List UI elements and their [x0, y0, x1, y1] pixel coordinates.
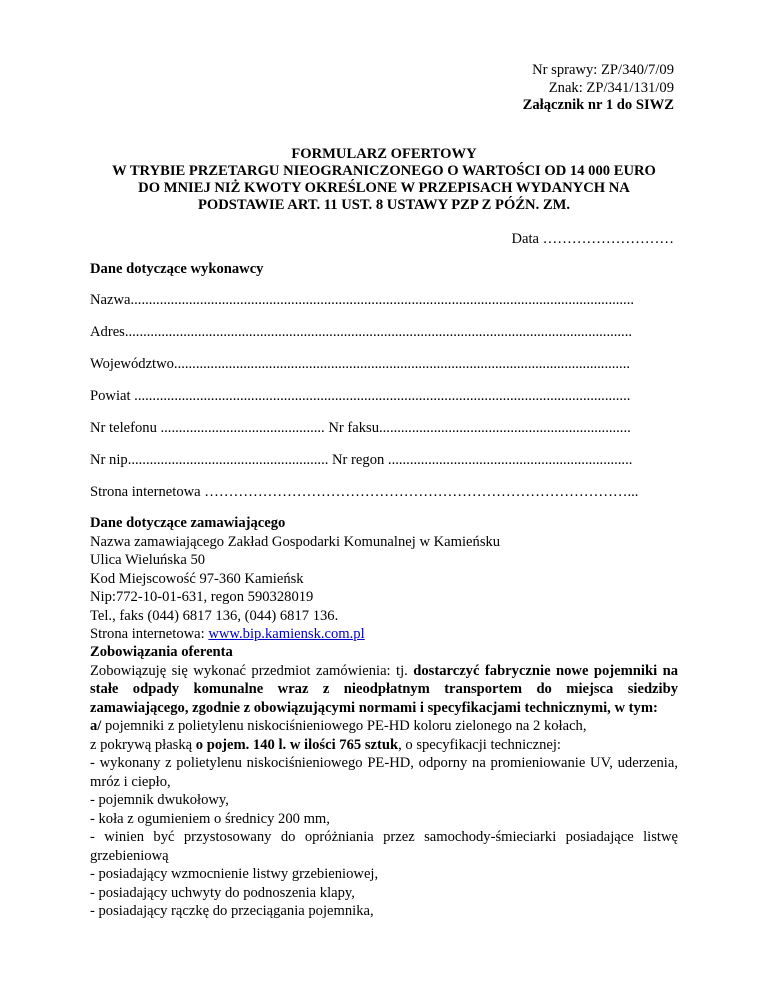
spec-line: - wykonany z polietylenu niskociśnieniowego PE-HD, odporny na promieniowanie UV, uderzenia, mróz i ciepło, — [90, 755, 678, 790]
orderer-website-label: Strona internetowa: — [90, 626, 209, 642]
contractor-address-field: Adres........................................................................................................................................... — [90, 324, 632, 340]
contractor-heading: Dane dotyczące wykonawcy — [90, 261, 264, 277]
spec-line: - pojemnik dwukołowy, — [90, 792, 229, 808]
contractor-voivodeship-field: Województwo............................................................................................................................. — [90, 356, 630, 372]
item-a-capacity — [90, 736, 678, 755]
orderer-website-link[interactable]: www.bip.kamiensk.com.pl — [208, 626, 365, 642]
obligations-intro-text: Zobowiązuję się wykonać przedmiot zamówienia: tj. — [90, 662, 414, 679]
item-a — [90, 717, 678, 736]
orderer-line: Ulica Wieluńska 50 — [90, 552, 206, 568]
item-a-capacity-tail: , o specyfikacji technicznej: — [398, 736, 561, 753]
contractor-phone-fax-field: Nr telefonu ............................................. Nr faksu..................................................................... — [90, 420, 631, 436]
orderer-heading: Dane dotyczące zamawiającego — [90, 515, 286, 531]
contractor-website-field: Strona internetowa ……………………………………………………………………………... — [90, 484, 639, 500]
case-number: Nr sprawy: ZP/340/7/09 — [532, 62, 674, 78]
document-header — [523, 62, 674, 115]
title-line: W TRYBIE PRZETARGU NIEOGRANICZONEGO O WARTOŚCI OD 14 000 EURO — [112, 163, 656, 179]
orderer-line: Nazwa zamawiającego Zakład Gospodarki Komunalnej w Kamieńsku — [90, 533, 501, 550]
contractor-name-field: Nazwa.......................................................................................................................................... — [90, 292, 634, 308]
form-title — [0, 146, 768, 214]
orderer-line: Nip:772-10-01-631, regon 590328019 — [90, 589, 314, 605]
contractor-nip-regon-field: Nr nip....................................................... Nr regon ................................................................... — [90, 452, 633, 468]
spec-line: - koła z ogumieniem o średnicy 200 mm, — [90, 810, 330, 827]
sign-number: Znak: ZP/341/131/09 — [548, 79, 674, 96]
title-line: PODSTAWIE ART. 11 UST. 8 USTAWY PZP Z PÓŹN. ZM. — [197, 197, 571, 213]
orderer-line: Kod Miejscowość 97-360 Kamieńsk — [90, 570, 304, 587]
title-line: FORMULARZ OFERTOWY — [291, 146, 477, 162]
attachment-label: Załącznik nr 1 do SIWZ — [522, 97, 674, 113]
spec-line: - posiadający wzmocnienie listwy grzebieniowej, — [90, 866, 379, 882]
orderer-website — [90, 625, 678, 644]
spec-line: - posiadający rączkę do przeciągania pojemnika, — [90, 903, 374, 919]
item-a-text: pojemniki z polietylenu niskociśnieniowego PE-HD koloru zielonego na 2 kołach, — [101, 718, 587, 734]
contractor-county-field: Powiat ........................................................................................................................................ — [90, 388, 631, 404]
orderer-section — [90, 514, 678, 644]
obligations-heading: Zobowiązania oferenta — [90, 644, 233, 660]
spec-line: - posiadający uchwyty do podnoszenia klapy, — [90, 884, 355, 901]
orderer-line: Tel., faks (044) 6817 136, (044) 6817 136. — [90, 607, 339, 624]
obligations-intro-bold: dostarczyć fabrycznie nowe pojemniki na stałe odpady komunalne wraz z nieodpłatnym transportem do miejsca siedziby zamawiającego, zgodnie z obowiązującymi normami i specyfikacjami technicznymi, w tym: — [90, 662, 679, 716]
obligations-section — [90, 643, 678, 921]
obligations-intro — [90, 662, 678, 718]
item-a-capacity-bold: o pojem. 140 l. w ilości 765 sztuk — [195, 736, 399, 753]
title-line: DO MNIEJ NIŻ KWOTY OKREŚLONE W PRZEPISACH WYDANYCH NA — [138, 180, 630, 196]
date-field: Data ……………………… — [511, 231, 674, 247]
item-a-label: a/ — [90, 718, 102, 734]
item-a-capacity-text: z pokrywą płaską — [90, 736, 196, 753]
spec-line: - winien być przystosowany do opróżniania przez samochody-śmieciarki posiadające listwę grzebieniową — [90, 829, 678, 864]
